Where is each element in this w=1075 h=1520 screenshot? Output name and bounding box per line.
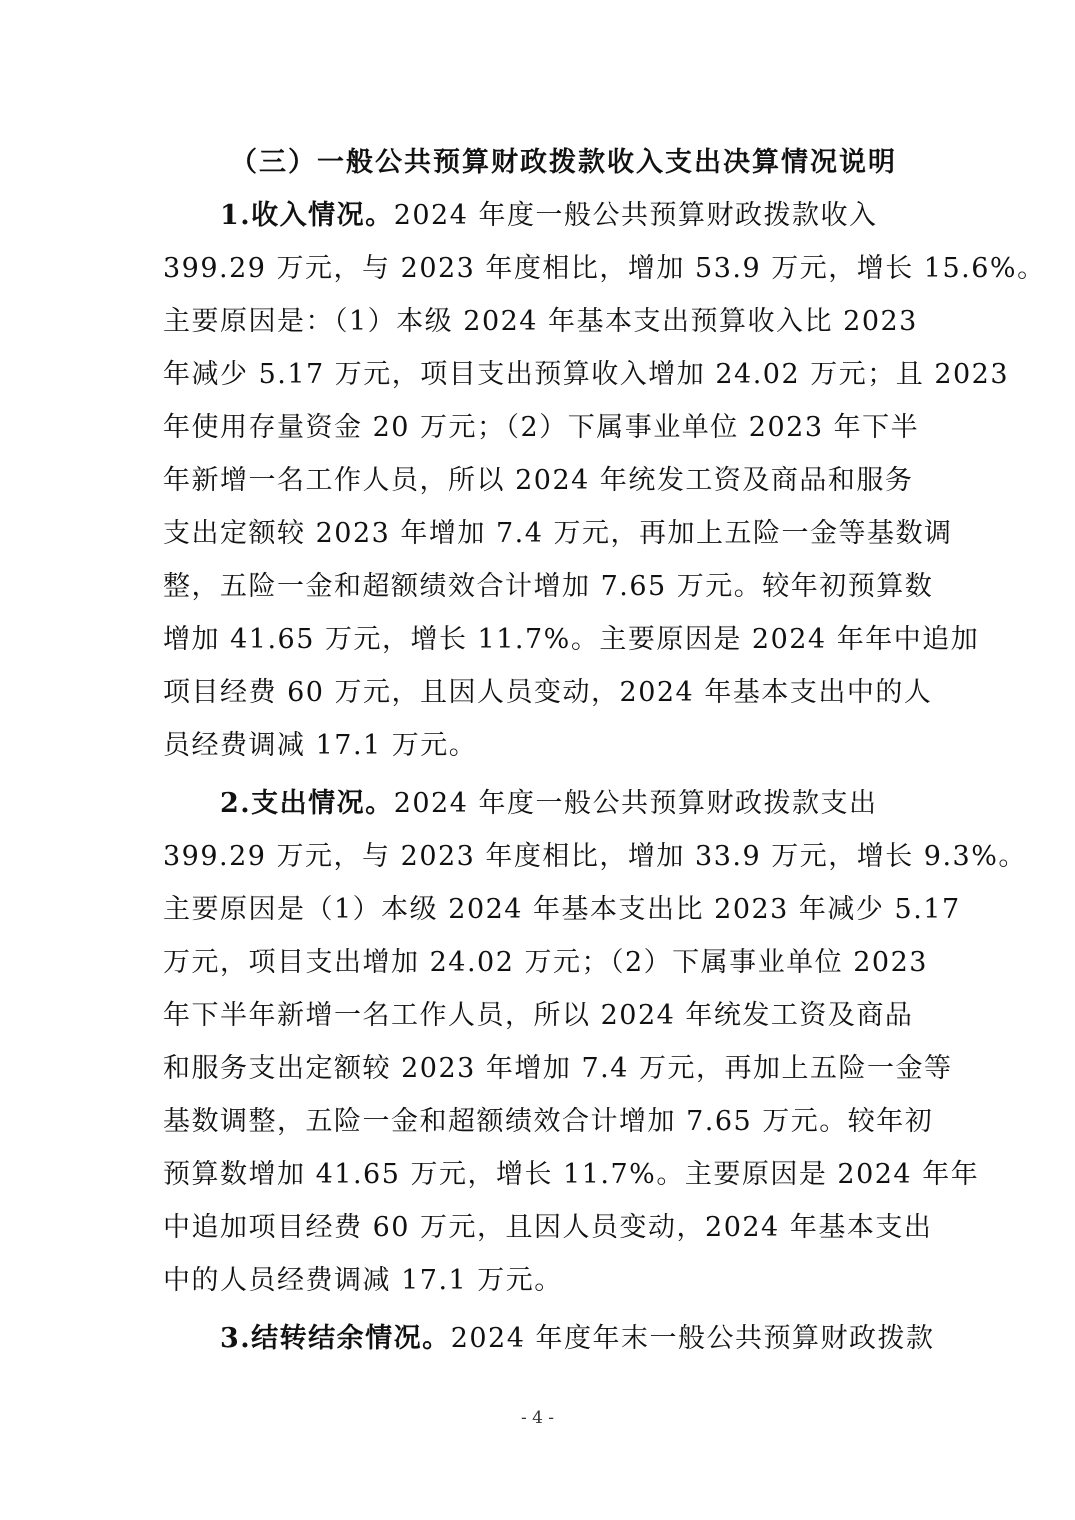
expenditure-line: 预算数增加 41.65 万元，增长 11.7%。主要原因是 2024 年年 xyxy=(163,1159,980,1190)
income-line: 主要原因是：（1）本级 2024 年基本支出预算收入比 2023 xyxy=(163,306,918,337)
income-line: 项目经费 60 万元，且因人员变动，2024 年基本支出中的人 xyxy=(163,677,933,708)
income-line: 整，五险一金和超额绩效合计增加 7.65 万元。较年初预算数 xyxy=(163,571,934,602)
expenditure-line: 万元，项目支出增加 24.02 万元；（2）下属事业单位 2023 xyxy=(163,947,928,978)
income-line: 年使用存量资金 20 万元；（2）下属事业单位 2023 年下半 xyxy=(163,412,920,443)
expenditure-text: 2024 年度一般公共预算财政拨款支出 xyxy=(393,788,878,819)
expenditure-lead: 2.支出情况。 xyxy=(220,788,394,819)
income-paragraph-line xyxy=(220,190,915,242)
expenditure-line: 年下半年新增一名工作人员，所以 2024 年统发工资及商品 xyxy=(163,1000,914,1031)
page-number: - 4 - xyxy=(520,1408,555,1428)
expenditure-line: 和服务支出定额较 2023 年增加 7.4 万元，再加上五险一金等 xyxy=(163,1053,953,1084)
expenditure-line: 399.29 万元，与 2023 年度相比，增加 33.9 万元，增长 9.3%。 xyxy=(163,841,1027,872)
income-line: 年新增一名工作人员，所以 2024 年统发工资及商品和服务 xyxy=(163,465,914,496)
income-line: 员经费调减 17.1 万元。 xyxy=(163,730,478,761)
income-text: 2024 年度一般公共预算财政拨款收入 xyxy=(393,200,878,231)
expenditure-line: 基数调整，五险一金和超额绩效合计增加 7.65 万元。较年初 xyxy=(163,1106,934,1137)
income-line: 399.29 万元，与 2023 年度相比，增加 53.9 万元，增长 15.6%。 xyxy=(163,253,1046,284)
expenditure-line: 主要原因是（1）本级 2024 年基本支出比 2023 年减少 5.17 xyxy=(163,894,961,925)
expenditure-line: 中追加项目经费 60 万元，且因人员变动，2024 年基本支出 xyxy=(163,1212,933,1243)
section-heading: （三）一般公共预算财政拨款收入支出决算情况说明 xyxy=(230,147,897,178)
carryover-text: 2024 年度年末一般公共预算财政拨款 xyxy=(450,1323,935,1354)
expenditure-paragraph-line xyxy=(220,778,915,830)
income-lead: 1.收入情况。 xyxy=(220,200,394,231)
expenditure-line: 中的人员经费调减 17.1 万元。 xyxy=(163,1265,563,1296)
income-line: 增加 41.65 万元，增长 11.7%。主要原因是 2024 年年中追加 xyxy=(163,624,980,655)
income-line: 支出定额较 2023 年增加 7.4 万元，再加上五险一金等基数调 xyxy=(163,518,953,549)
carryover-lead: 3.结转结余情况。 xyxy=(220,1323,451,1354)
carryover-paragraph-line xyxy=(220,1313,935,1365)
income-line: 年减少 5.17 万元，项目支出预算收入增加 24.02 万元；且 2023 xyxy=(163,359,1010,390)
